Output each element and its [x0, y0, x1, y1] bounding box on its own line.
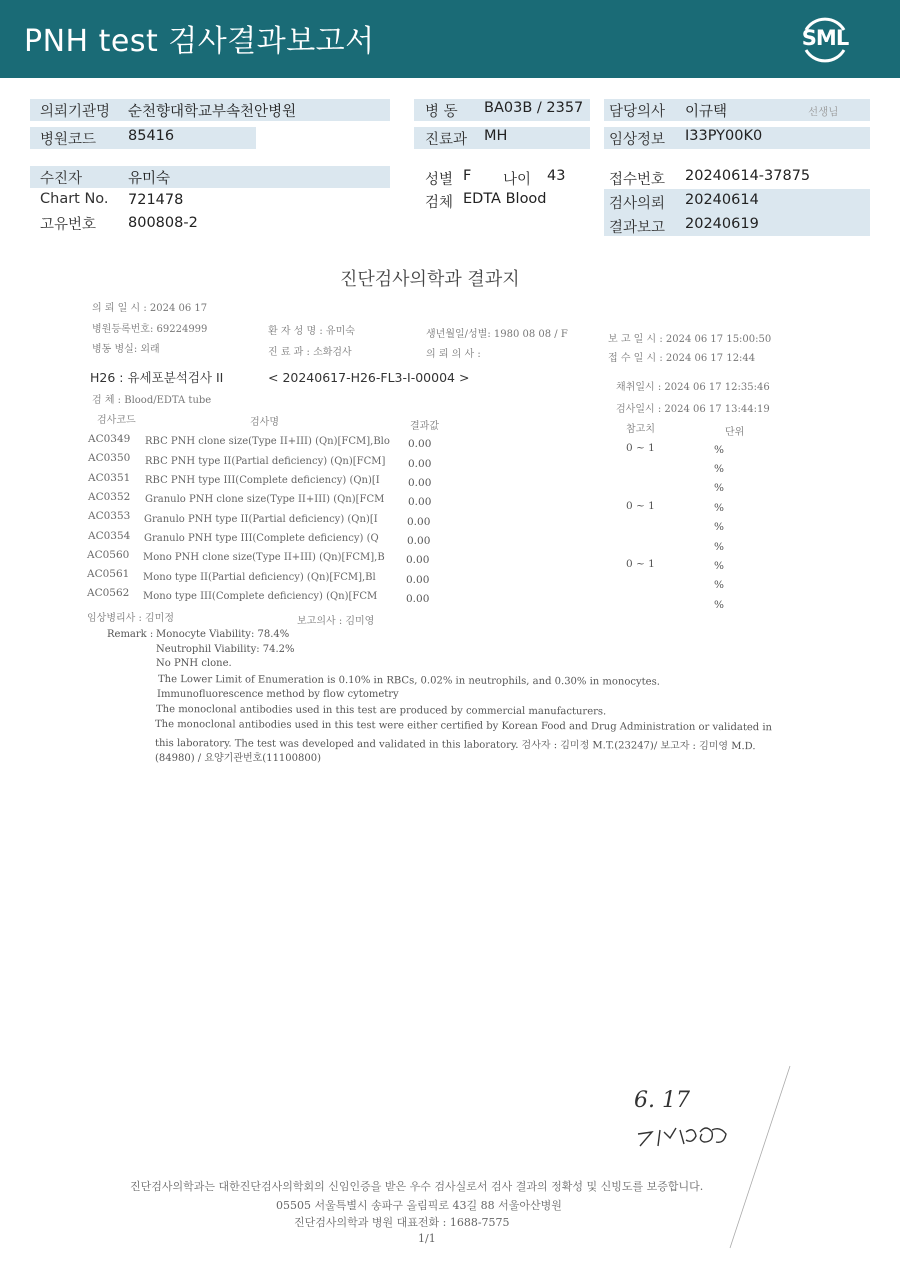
report-value: 20240619: [685, 216, 759, 232]
remark-label: Remark :: [107, 629, 154, 640]
specimen-label: 검체: [425, 195, 454, 211]
row-code: AC0562: [87, 587, 130, 599]
footer-notice: 진단검사의학과는 대한진단검사의학회의 신임인증을 받은 우수 검사실로서 검사 결과의 정확성 및 신빙도를 보증합니다.: [130, 1180, 704, 1193]
row-code: AC0351: [88, 472, 131, 484]
remark-line: The monoclonal antibodies used in this test are produced by commercial manufacturers.: [155, 704, 607, 718]
ward-line: 병동 병실: 외래: [92, 344, 160, 355]
handwritten-date: 6. 17: [634, 1088, 690, 1113]
col-ref: 참고치: [626, 424, 655, 435]
row-unit: %: [714, 444, 724, 456]
row-name: Granulo PNH type III(Complete deficiency) (Q: [144, 533, 379, 544]
specimen-value: EDTA Blood: [463, 191, 547, 207]
remark-line: The Lower Limit of Enumeration is 0.10% in RBCs, 0.02% in neutrophils, and 0.30% in monocytes.: [157, 674, 660, 688]
row-code: AC0349: [88, 433, 131, 445]
row-unit: %: [714, 463, 724, 475]
req-label: 검사의뢰: [609, 196, 666, 212]
col-code: 검사코드: [97, 415, 136, 426]
row-unit: %: [714, 482, 724, 494]
row-name: RBC PNH type II(Partial deficiency) (Qn)[FCM]: [145, 456, 386, 467]
sex-label: 성별: [425, 172, 454, 188]
remark-line: Monocyte Viability: 78.4%: [156, 629, 290, 640]
patient-label: 수진자: [40, 171, 83, 187]
logo-text: SML: [801, 26, 849, 50]
row-value: 0.00: [408, 438, 432, 450]
doctor-line: 의 뢰 의 사 :: [426, 349, 481, 360]
row-unit: %: [714, 521, 724, 533]
remark-line: Immunofluorescence method by flow cytometry: [157, 689, 399, 700]
ward-value: BA03B / 2357: [484, 100, 584, 116]
doctor-value: 이규택: [685, 104, 728, 120]
hospcode-label: 병원코드: [40, 132, 97, 148]
row-name: RBC PNH clone size(Type II+III) (Qn)[FCM],Blo: [145, 436, 390, 447]
page-number: 1/1: [418, 1232, 436, 1245]
clinical-label: 임상정보: [609, 132, 666, 148]
report-md-line: 보고의사 : 김미영: [297, 616, 375, 627]
report-title: 진단검사의학과 결과지: [340, 269, 520, 290]
row-unit: %: [714, 541, 724, 553]
row-value: 0.00: [407, 535, 431, 547]
row-value: 0.00: [408, 458, 432, 470]
row-code: AC0353: [88, 510, 131, 522]
row-ref: 0 ~ 1: [626, 558, 655, 570]
row-ref: 0 ~ 1: [626, 442, 655, 454]
hospital-label: 의뢰기관명: [40, 104, 111, 120]
col-name: 검사명: [250, 417, 279, 428]
row-name: Granulo PNH type II(Partial deficiency) (Qn)[I: [144, 514, 378, 525]
remark-line: No PNH clone.: [156, 658, 232, 669]
row-code: AC0352: [88, 491, 131, 503]
col-result: 결과값: [410, 421, 439, 432]
remark-line: (84980) / 요양기관번호(11100800): [155, 753, 322, 764]
clin-path-line: 임상병리사 : 김미정: [87, 613, 175, 624]
row-code: AC0350: [88, 452, 131, 464]
row-value: 0.00: [406, 554, 430, 566]
sex-value: F: [463, 168, 472, 184]
row-unit: %: [714, 599, 724, 611]
patient-value: 유미숙: [128, 171, 171, 187]
row-unit: %: [714, 579, 724, 591]
collect-time-line: 채취일시 : 2024 06 17 12:35:46: [616, 382, 770, 393]
row-value: 0.00: [407, 516, 431, 528]
row-name: Mono type III(Complete deficiency) (Qn)[FCM: [143, 591, 378, 602]
remark-line: The monoclonal antibodies used in this test were either certified by Korean Food and Drug Administration or validated in: [154, 719, 773, 734]
row-name: RBC PNH type III(Complete deficiency) (Qn)[I: [145, 475, 380, 486]
req-value: 20240614: [685, 192, 759, 208]
ward-label: 병 동: [425, 104, 458, 120]
dept-line: 진 료 과 : 소화검사: [268, 347, 352, 358]
row-value: 0.00: [408, 477, 432, 489]
row-unit: %: [714, 560, 724, 572]
id-value: 800808-2: [128, 215, 198, 231]
page-title: PNH test 검사결과보고서: [24, 24, 375, 59]
specimen-line: 검 체 : Blood/EDTA tube: [92, 395, 212, 406]
receipt-time-line: 접 수 일 시 : 2024 06 17 12:44: [608, 353, 756, 364]
report-time-line: 보 고 일 시 : 2024 06 17 15:00:50: [608, 334, 772, 345]
row-code: AC0561: [87, 568, 130, 580]
footer-contact: 진단검사의학과 병원 대표전화 : 1688-7575: [294, 1216, 510, 1229]
req-date-line: 의 뢰 일 시 : 2024 06 17: [92, 303, 208, 314]
age-value: 43: [547, 168, 566, 184]
receipt-label: 접수번호: [609, 172, 666, 188]
id-label: 고유번호: [40, 217, 97, 233]
remark-line: Neutrophil Viability: 74.2%: [156, 644, 295, 655]
row-value: 0.00: [408, 496, 432, 508]
row-name: Mono type II(Partial deficiency) (Qn)[FCM],Bl: [143, 572, 376, 583]
dept-value: MH: [484, 128, 508, 144]
chart-value: 721478: [128, 192, 184, 208]
col-unit: 단위: [725, 427, 745, 438]
doctor-label: 담당의사: [609, 104, 666, 120]
dept-label: 진료과: [425, 132, 468, 148]
row-value: 0.00: [406, 593, 430, 605]
receipt-value: 20240614-37875: [685, 168, 811, 184]
hospcode-value: 85416: [128, 128, 175, 144]
report-label: 결과보고: [609, 220, 666, 236]
row-code: AC0354: [88, 530, 131, 542]
row-value: 0.00: [406, 574, 430, 586]
chart-label: Chart No.: [40, 191, 109, 207]
clinical-value: I33PY00K0: [685, 128, 763, 144]
row-unit: %: [714, 502, 724, 514]
barcode-number: < 20240617-H26-FL3-I-00004 >: [268, 370, 470, 385]
doctor-suffix: 선생님: [808, 106, 839, 118]
reg-no-line: 병원등록번호: 69224999: [92, 324, 208, 335]
patient-line: 환 자 성 명 : 유미숙: [268, 326, 355, 337]
remark-line: this laboratory. The test was developed and validated in this laboratory. 검사자 : 김미정 M.T.(23247)/ 보고자 : 김미영 M.D.: [154, 738, 756, 753]
exam-time-line: 검사일시 : 2024 06 17 13:44:19: [616, 404, 770, 415]
age-label: 나이: [503, 172, 532, 188]
footer-address: 05505 서울특별시 송파구 올림픽로 43길 88 서울아산병원: [276, 1199, 562, 1212]
test-group: H26 : 유세포분석검사 II: [90, 370, 224, 385]
birth-line: 생년월일/성별: 1980 08 08 / F: [426, 329, 568, 340]
row-name: Granulo PNH clone size(Type II+III) (Qn)[FCM: [145, 494, 385, 505]
row-ref: 0 ~ 1: [626, 500, 655, 512]
row-name: Mono PNH clone size(Type II+III) (Qn)[FCM],B: [143, 552, 385, 563]
hospital-value: 순천향대학교부속천안병원: [128, 104, 297, 120]
row-code: AC0560: [87, 549, 130, 561]
